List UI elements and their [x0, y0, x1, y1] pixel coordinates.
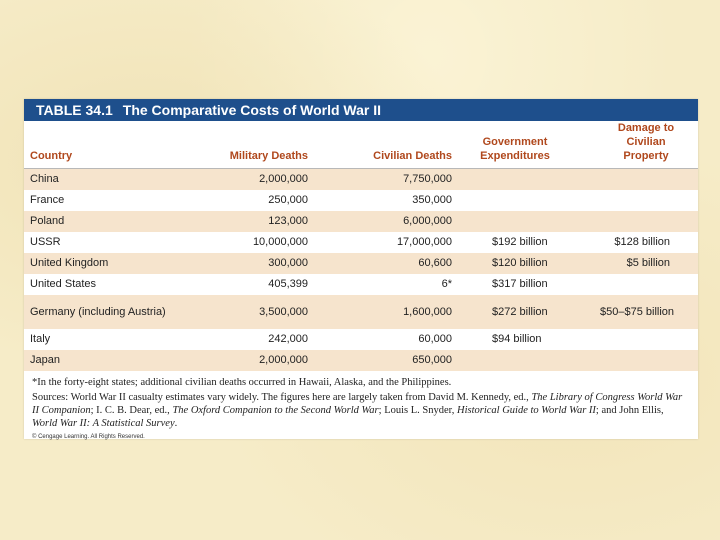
cell-civilian: 350,000 — [312, 190, 456, 211]
cell-military: 405,399 — [184, 274, 312, 295]
cell-damage — [596, 211, 698, 232]
cell-military: 123,000 — [184, 211, 312, 232]
cell-civilian: 650,000 — [312, 350, 456, 371]
cell-military: 2,000,000 — [184, 169, 312, 191]
cell-civilian: 6* — [312, 274, 456, 295]
table-row — [24, 169, 698, 191]
table-number: TABLE 34.1 — [36, 102, 113, 118]
header-government-expenditures: Government Expenditures — [456, 121, 596, 169]
header-civilian-deaths: Civilian Deaths — [312, 121, 456, 169]
cell-civilian: 1,600,000 — [312, 295, 456, 329]
cell-damage — [596, 169, 698, 191]
table-row — [24, 329, 698, 350]
table-row — [24, 295, 698, 329]
cell-civilian: 6,000,000 — [312, 211, 456, 232]
cell-country: Italy — [24, 329, 184, 350]
cell-civilian: 7,750,000 — [312, 169, 456, 191]
cost-table-card — [24, 99, 698, 439]
copyright-notice: © Cengage Learning. All Rights Reserved. — [32, 434, 145, 440]
cell-government: $317 billion — [456, 274, 596, 295]
header-military-deaths: Military Deaths — [184, 121, 312, 169]
cell-military: 3,500,000 — [184, 295, 312, 329]
header-damage-civilian-property: Damage to Civilian Property — [596, 121, 698, 169]
cell-civilian: 60,000 — [312, 329, 456, 350]
cell-country: United Kingdom — [24, 253, 184, 274]
cell-military: 242,000 — [184, 329, 312, 350]
table-row — [24, 350, 698, 371]
table-footnote: *In the forty-eight states; additional civilian deaths occurred in Hawaii, Alaska, and the Philippines. — [32, 377, 452, 388]
table-row — [24, 274, 698, 295]
cell-country: Poland — [24, 211, 184, 232]
cell-military: 250,000 — [184, 190, 312, 211]
cell-government — [456, 211, 596, 232]
cell-damage: $50–$75 billion — [596, 295, 698, 329]
cell-military: 300,000 — [184, 253, 312, 274]
header-country: Country — [24, 121, 184, 169]
table-row — [24, 253, 698, 274]
cell-country: France — [24, 190, 184, 211]
cell-country: Japan — [24, 350, 184, 371]
cell-government — [456, 350, 596, 371]
cell-government — [456, 169, 596, 191]
cost-table — [24, 121, 698, 371]
cell-damage — [596, 329, 698, 350]
table-row — [24, 211, 698, 232]
cell-damage: $5 billion — [596, 253, 698, 274]
table-row — [24, 232, 698, 253]
cell-government: $272 billion — [456, 295, 596, 329]
cell-country: USSR — [24, 232, 184, 253]
cell-military: 10,000,000 — [184, 232, 312, 253]
cell-civilian: 60,600 — [312, 253, 456, 274]
cell-country: United States — [24, 274, 184, 295]
cell-military: 2,000,000 — [184, 350, 312, 371]
cell-damage — [596, 274, 698, 295]
table-header-row — [24, 121, 698, 169]
cell-country: Germany (including Austria) — [24, 295, 184, 329]
cell-damage — [596, 350, 698, 371]
table-row — [24, 190, 698, 211]
cell-government: $120 billion — [456, 253, 596, 274]
cell-civilian: 17,000,000 — [312, 232, 456, 253]
cell-damage: $128 billion — [596, 232, 698, 253]
table-sources: Sources: World War II casualty estimates vary widely. The figures here are largely taken from David M. Kennedy, ed., The Library of Congress World War II Companion; I. C. B. Dear, ed., The Oxford Companion to the Second World War; Louis L. Snyder, Historical Guide to World War II; and John Ellis, World War II: A Statistical Survey. — [32, 392, 683, 429]
cell-government: $192 billion — [456, 232, 596, 253]
cell-damage — [596, 190, 698, 211]
table-title: The Comparative Costs of World War II — [122, 102, 382, 118]
cell-country: China — [24, 169, 184, 191]
cell-government: $94 billion — [456, 329, 596, 350]
table-title-bar — [24, 99, 698, 121]
cell-government — [456, 190, 596, 211]
